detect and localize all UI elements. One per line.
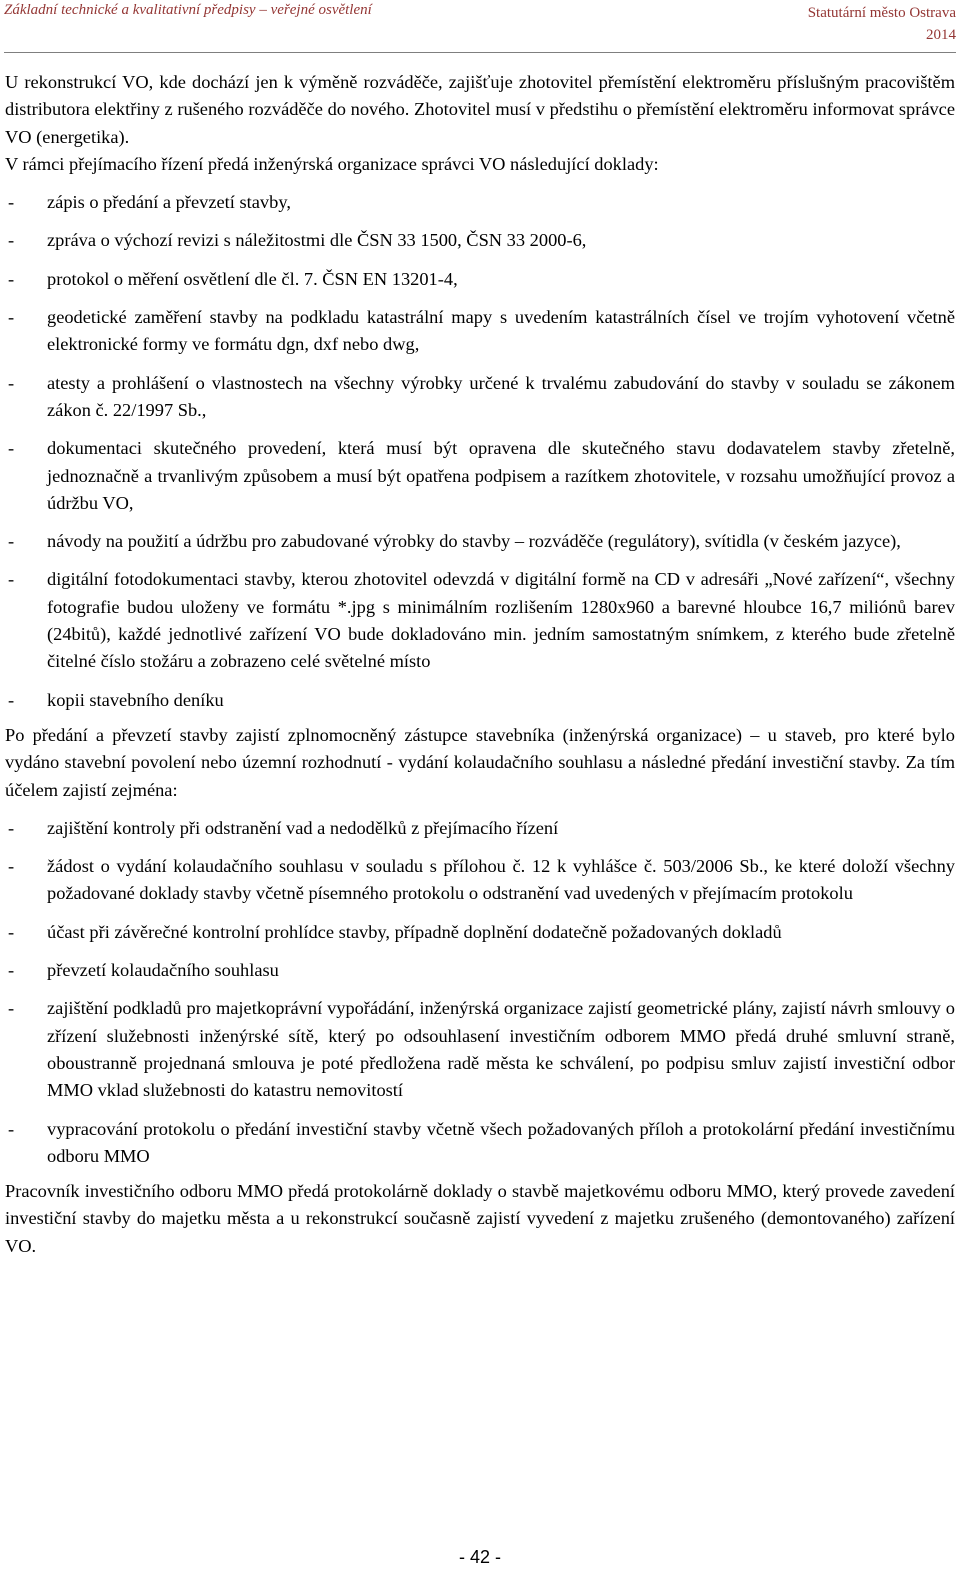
list-item: - zajištění podkladů pro majetkoprávní vypořádání, inženýrská organizace zajistí geometrické plány, zajistí návrh smlouvy o zřízení služebnosti inženýrské sítě, který po odsouhlasení investičním odborem MMO předá druhé smluvní straně, oboustranně projednaná smlouva je poté předložena radě města ke schválení, po podpisu smluv zajistí investiční odbor MMO vklad služebnosti do katastru nemovitostí <box>5 995 955 1104</box>
header-publisher <box>808 2 956 46</box>
header-year: 2014 <box>926 27 956 43</box>
closing-paragraph: Pracovník investičního odboru MMO předá protokolárně doklady o stavbě majetkovému odboru MMO, který provede zavedení investiční stavby do majetku města a u rekonstrukcí současně zajistí vyvedení z majetku zrušeného (demontovaného) zařízení VO. <box>5 1181 955 1256</box>
header-city: Statutární město Ostrava <box>807 5 956 21</box>
documents-intro-paragraph: V rámci přejímacího řízení předá inženýrská organizace správci VO následující doklady: <box>5 153 659 174</box>
list-item: - protokol o měření osvětlení dle čl. 7. ČSN EN 13201-4, <box>5 266 955 293</box>
tasks-list <box>5 815 955 1170</box>
page-content <box>5 69 955 1260</box>
page-header <box>4 0 956 53</box>
documents-list <box>5 189 955 714</box>
handover-paragraph: Po předání a převzetí stavby zajistí zplnomocněný zástupce stavebníka (inženýrská organizace) – u staveb, pro které bylo vydáno stavební povolení nebo územní rozhodnutí - vydání kolaudačního souhlasu a následné předání investiční stavby. Za tím účelem zajistí zejména: <box>5 724 955 800</box>
page-number: - 42 - <box>458 1547 501 1567</box>
list-item: - geodetické zaměření stavby na podkladu katastrální mapy s uvedením katastrálních čísel ve trojím vyhotovení včetně elektronické formy ve formátu dgn, dxf nebo dwg, <box>5 304 955 359</box>
header-document-title: Základní technické a kvalitativní předpisy – veřejné osvětlení <box>4 2 372 18</box>
list-item: - převzetí kolaudačního souhlasu <box>5 957 955 984</box>
list-item: - kopii stavebního deníku <box>5 687 955 714</box>
list-item: - zajištění kontroly při odstranění vad a nedodělků z přejímacího řízení <box>5 815 955 842</box>
list-item: - vypracování protokolu o předání investiční stavby včetně všech požadovaných příloh a protokolární předání investičnímu odboru MMO <box>5 1116 955 1171</box>
intro-paragraph: U rekonstrukcí VO, kde dochází jen k výměně rozváděče, zajišťuje zhotovitel přemístění elektroměru příslušným pracovištěm distributora elektřiny z rušeného rozváděče do nového. Zhotovitel musí v předstihu o přemístění elektroměru informovat správce VO (energetika). <box>5 72 955 147</box>
list-item: - žádost o vydání kolaudačního souhlasu v souladu s přílohou č. 12 k vyhlášce č. 503/2006 Sb., ke které doloží všechny požadované doklady stavby včetně písemného protokolu o odstranění vad uvedených v přejímacím protokolu <box>5 853 955 908</box>
list-item: - zápis o předání a převzetí stavby, <box>5 189 955 216</box>
list-item: - atesty a prohlášení o vlastnostech na všechny výrobky určené k trvalému zabudování do stavby v souladu se zákonem zákon č. 22/1997 Sb., <box>5 370 955 425</box>
list-item: - účast při závěrečné kontrolní prohlídce stavby, případně doplnění dodatečně požadovaných dokladů <box>5 919 955 946</box>
list-item: - návody na použití a údržbu pro zabudované výrobky do stavby – rozváděče (regulátory), svítidla (v českém jazyce), <box>5 528 955 555</box>
list-item: - digitální fotodokumentaci stavby, kterou zhotovitel odevzdá v digitální formě na CD v adresáři „Nové zařízení“, všechny fotografie budou uloženy ve formátu *.jpg s minimálním rozlišením 1280x960 a barevné hloubce 16,7 miliónů barev (24bitů), každé jednotlivé zařízení VO bude dokladováno min. jedním samostatným snímkem, z kterého bude zřetelně čitelné číslo stožáru a zobrazeno celé světelné místo <box>5 566 955 675</box>
list-item: - zpráva o výchozí revizi s náležitostmi dle ČSN 33 1500, ČSN 33 2000-6, <box>5 227 955 254</box>
list-item: - dokumentaci skutečného provedení, která musí být opravena dle skutečného stavu dodavatelem stavby zřetelně, jednoznačně a trvanlivým způsobem a musí být opatřena podpisem a razítkem zhotovitele, v rozsahu umožňující provoz a údržbu VO, <box>5 435 955 517</box>
